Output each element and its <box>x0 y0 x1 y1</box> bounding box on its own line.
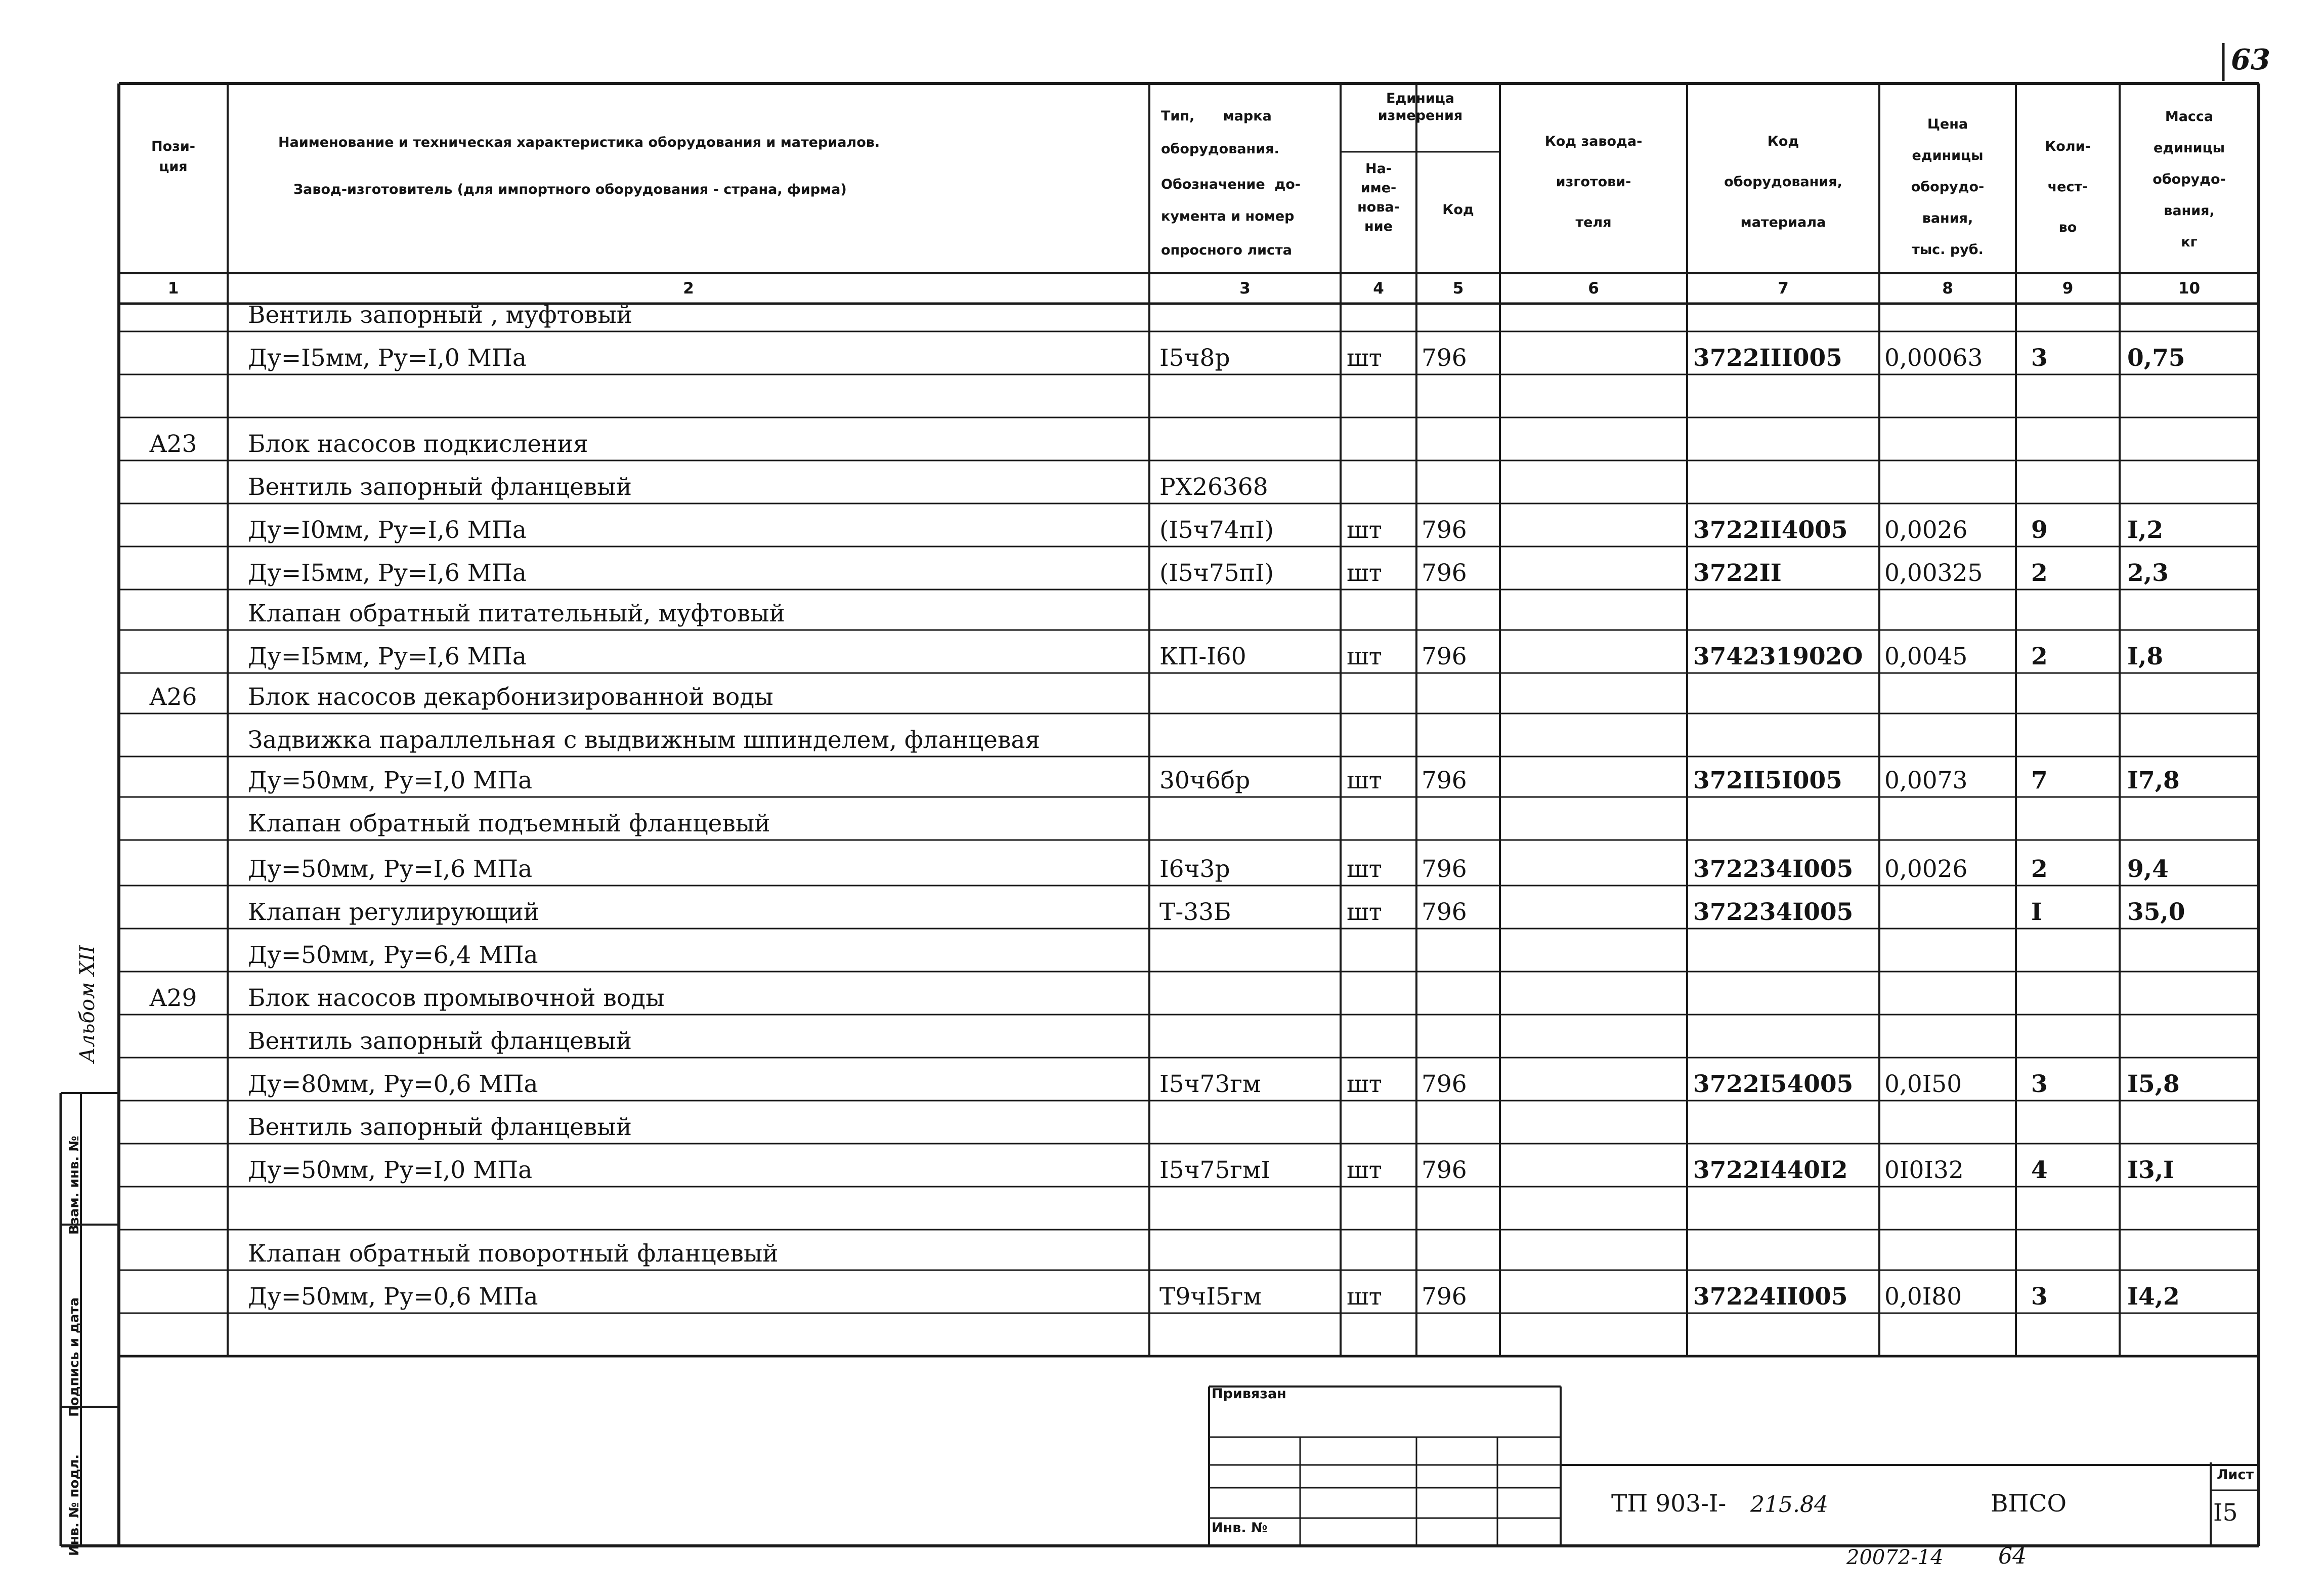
cell-name: Ду=50мм, Ру=0,6 МПа <box>248 1283 538 1311</box>
cell-unit: шт <box>1347 516 1382 544</box>
cell-name: Блок насосов подкисления <box>248 430 588 458</box>
cell-name: Блок насосов декарбонизированной воды <box>248 683 773 711</box>
cell-price: 0,0045 <box>1884 643 1968 670</box>
cell-equip-code: 372234I005 <box>1693 855 1854 883</box>
stamp-section: ВПСО <box>1991 1490 2067 1518</box>
header-factory-code: Код завода- изготови- теля <box>1544 134 1643 230</box>
stamp-doc-code-hand: 215.84 <box>1750 1492 1828 1518</box>
cell-mass: I7,8 <box>2127 767 2180 794</box>
cell-name: Ду=50мм, Ру=I,0 МПа <box>248 767 533 794</box>
header-unit-name: На- име- нова- ние <box>1357 161 1400 234</box>
cell-unit: шт <box>1347 898 1382 926</box>
cell-equip-code: 374231902O <box>1693 643 1863 670</box>
stamp-privyazan: Привязан <box>1212 1386 1286 1402</box>
cell-mass: I5,8 <box>2127 1070 2180 1098</box>
header-quantity: Коли- чест- во <box>2045 139 2091 235</box>
cell-mass: I,2 <box>2127 516 2164 544</box>
cell-qty: 7 <box>2031 767 2048 794</box>
header-type-1: Тип, марка <box>1161 108 1272 124</box>
cell-price: 0I0I32 <box>1884 1156 1964 1184</box>
cell-type: (I5ч74пI) <box>1159 516 1274 544</box>
column-number-6: 6 <box>1588 279 1599 298</box>
cell-mass: 35,0 <box>2127 898 2185 926</box>
cell-mass: 9,4 <box>2127 855 2169 883</box>
cell-name: Ду=50мм, Ру=I,6 МПа <box>248 855 533 883</box>
cell-type: (I5ч75пI) <box>1159 559 1274 587</box>
cell-code: 796 <box>1422 767 1467 794</box>
column-number-10: 10 <box>2178 279 2201 298</box>
cell-price: 0,0026 <box>1884 855 1968 883</box>
side-inv-podl: Инв. № подл. <box>67 1454 82 1556</box>
cell-price: 0,00063 <box>1884 344 1983 372</box>
cell-code: 796 <box>1422 516 1467 544</box>
cell-unit: шт <box>1347 1070 1382 1098</box>
cell-name: Ду=80мм, Ру=0,6 МПа <box>248 1070 538 1098</box>
header-type-4: кумента и номер <box>1161 208 1295 224</box>
side-podpis-data: Подпись и дата <box>67 1297 82 1417</box>
column-number-8: 8 <box>1942 279 1953 298</box>
cell-type: Т-33Б <box>1159 898 1231 926</box>
column-number-5: 5 <box>1452 279 1464 298</box>
cell-name: Вентиль запорный , муфтовый <box>248 301 633 329</box>
cell-code: 796 <box>1422 344 1467 372</box>
cell-name: Ду=I5мм, Ру=I,0 МПа <box>248 344 527 372</box>
cell-code: 796 <box>1422 1070 1467 1098</box>
header-equipment-code: Код оборудования, материала <box>1724 134 1842 230</box>
header-type-2: оборудования. <box>1161 141 1279 157</box>
cell-qty: I <box>2031 898 2042 926</box>
column-number-2: 2 <box>683 279 694 298</box>
cell-equip-code: 3722I440I2 <box>1693 1156 1848 1184</box>
cell-code: 796 <box>1422 559 1467 587</box>
cell-qty: 3 <box>2031 1070 2048 1098</box>
cell-name: Ду=50мм, Ру=I,0 МПа <box>248 1156 533 1184</box>
cell-code: 796 <box>1422 1156 1467 1184</box>
cell-code: 796 <box>1422 1283 1467 1311</box>
cell-pos: A29 <box>149 984 197 1012</box>
cell-price: 0,00325 <box>1884 559 1983 587</box>
cell-mass: 2,3 <box>2127 559 2169 587</box>
cell-name: Ду=I0мм, Ру=I,6 МПа <box>248 516 527 544</box>
cell-name: Вентиль запорный фланцевый <box>248 1113 632 1141</box>
cell-qty: 3 <box>2031 344 2048 372</box>
cell-type: I5ч8р <box>1159 344 1230 372</box>
cell-name: Блок насосов промывочной воды <box>248 984 665 1012</box>
stamp-list-number: I5 <box>2213 1499 2238 1527</box>
header-price: Цена единицы оборудо- вания, тыс. руб. <box>1911 116 1985 258</box>
cell-type: 30ч6бр <box>1159 767 1251 794</box>
cell-name: Задвижка параллельная с выдвижным шпинделем, фланцевая <box>248 726 1040 754</box>
side-vzam-inv: Взам. инв. № <box>67 1136 82 1235</box>
cell-name: Клапан обратный поворотный фланцевый <box>248 1240 779 1268</box>
cell-unit: шт <box>1347 559 1382 587</box>
column-number-4: 4 <box>1373 279 1384 298</box>
cell-equip-code: 372II5I005 <box>1693 767 1842 794</box>
cell-unit: шт <box>1347 344 1382 372</box>
stamp-inv-no: Инв. № <box>1212 1520 1268 1536</box>
header-type-5: опросного листа <box>1161 242 1292 258</box>
column-number-7: 7 <box>1778 279 1789 298</box>
cell-name: Ду=I5мм, Ру=I,6 МПа <box>248 643 527 670</box>
cell-unit: шт <box>1347 1156 1382 1184</box>
cell-mass: I4,2 <box>2127 1283 2180 1311</box>
cell-type: РХ26368 <box>1159 473 1268 501</box>
cell-name: Ду=I5мм, Ру=I,6 МПа <box>248 559 527 587</box>
header-position: Пози- ция <box>151 139 195 175</box>
cell-code: 796 <box>1422 898 1467 926</box>
cell-name: Клапан регулирующий <box>248 898 540 926</box>
cell-qty: 2 <box>2031 559 2048 587</box>
bottom-note-2: 64 <box>1998 1543 2027 1569</box>
cell-code: 796 <box>1422 643 1467 670</box>
cell-unit: шт <box>1347 1283 1382 1311</box>
header-type-3: Обозначение до- <box>1161 177 1301 192</box>
side-album: Альбом XII <box>76 945 99 1063</box>
page-number: 63 <box>2231 43 2270 76</box>
cell-qty: 4 <box>2031 1156 2048 1184</box>
cell-price: 0,0I80 <box>1884 1283 1962 1311</box>
column-number-3: 3 <box>1239 279 1251 298</box>
cell-name: Клапан обратный подъемный фланцевый <box>248 810 770 837</box>
cell-unit: шт <box>1347 767 1382 794</box>
cell-name: Вентиль запорный фланцевый <box>248 1027 632 1055</box>
bottom-note: 20072-14 <box>1846 1546 1944 1569</box>
cell-pos: A26 <box>149 683 197 711</box>
cell-equip-code: 3722I54005 <box>1693 1070 1854 1098</box>
cell-unit: шт <box>1347 855 1382 883</box>
cell-qty: 2 <box>2031 855 2048 883</box>
cell-equip-code: 37224II005 <box>1693 1283 1848 1311</box>
cell-qty: 3 <box>2031 1283 2048 1311</box>
cell-type: КП-I60 <box>1159 643 1246 670</box>
header-unit-group: Единица измерения <box>1378 91 1463 123</box>
stamp-doc-code: ТП 903-I- <box>1611 1490 1727 1518</box>
column-number-9: 9 <box>2062 279 2074 298</box>
cell-mass: I3,I <box>2127 1156 2175 1184</box>
cell-unit: шт <box>1347 643 1382 670</box>
cell-name: Клапан обратный питательный, муфтовый <box>248 600 785 627</box>
cell-mass: I,8 <box>2127 643 2164 670</box>
cell-qty: 2 <box>2031 643 2048 670</box>
cell-code: 796 <box>1422 855 1467 883</box>
cell-price: 0,0I50 <box>1884 1070 1962 1098</box>
cell-price: 0,0026 <box>1884 516 1968 544</box>
cell-type: I6ч3р <box>1159 855 1230 883</box>
header-unit-code: Код <box>1442 202 1474 218</box>
cell-equip-code: 372234I005 <box>1693 898 1854 926</box>
header-name-line2: Завод-изготовитель (для импортного оборудования - страна, фирма) <box>293 182 847 197</box>
cell-equip-code: 3722II4005 <box>1693 516 1848 544</box>
cell-price: 0,0073 <box>1884 767 1968 794</box>
cell-name: Вентиль запорный фланцевый <box>248 473 632 501</box>
cell-type: I5ч73гм <box>1159 1070 1261 1098</box>
cell-name: Ду=50мм, Ру=6,4 МПа <box>248 941 538 969</box>
cell-equip-code: 3722III005 <box>1693 344 1842 372</box>
cell-type: T9чI5гм <box>1159 1283 1262 1311</box>
column-number-1: 1 <box>167 279 179 298</box>
cell-pos: A23 <box>149 430 197 458</box>
cell-equip-code: 3722II <box>1693 559 1782 587</box>
cell-qty: 9 <box>2031 516 2048 544</box>
header-name-line1: Наименование и техническая характеристика оборудования и материалов. <box>278 135 880 150</box>
header-mass: Масса единицы оборудо- вания, кг <box>2153 109 2226 250</box>
cell-type: I5ч75гмI <box>1159 1156 1271 1184</box>
cell-mass: 0,75 <box>2127 344 2185 372</box>
stamp-list-label: Лист <box>2217 1467 2254 1483</box>
